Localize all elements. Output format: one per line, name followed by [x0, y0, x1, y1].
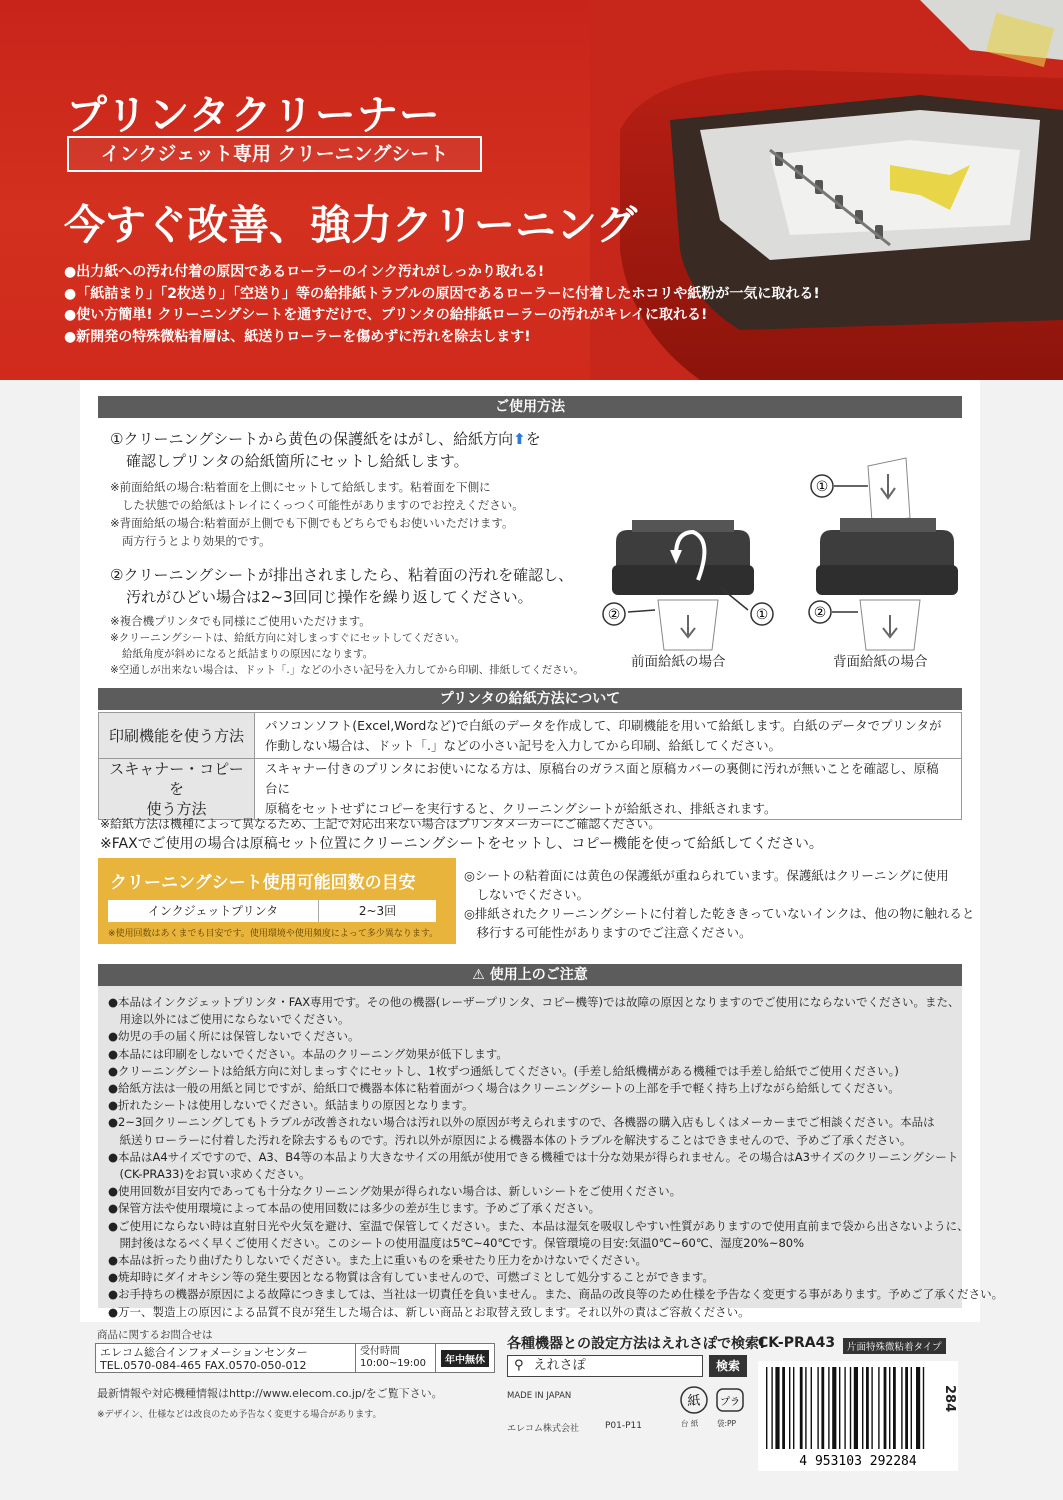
list-item: 紙送りローラーに付着した汚れを除去するものです。汚れ以外が原因による機器本体のトラブルを解決することはできませんので、予めご了承ください。 [108, 1132, 912, 1147]
barcode-digits: 4 953103 292284 [799, 1454, 917, 1469]
usage-heading: ご使用方法 [98, 396, 962, 418]
barcode-bar [782, 1367, 785, 1449]
diagram-label-1: ① [815, 479, 829, 495]
barcode-bar [789, 1367, 790, 1449]
barcode-bar [923, 1367, 924, 1449]
barcode-bar [916, 1367, 920, 1449]
caption-back-feed: 背面給紙の場合 [833, 654, 928, 670]
list-item: ●保管方法や使用環境によって本品の使用回数には多少の差が生じます。予めご了承ください。 [108, 1201, 601, 1216]
table-row [99, 713, 962, 759]
caution-section [98, 964, 1004, 1319]
barcode-bar [839, 1367, 840, 1449]
barcode-bar [771, 1367, 772, 1449]
product-banner [0, 0, 1063, 380]
feed-note: ※FAXでご使用の場合は原稿セット位置にクリーニングシートをセットし、コピー機能を使って給紙してください。 [100, 836, 823, 852]
table-value: パソコンソフト(Excel,Wordなど)で白紙のデータを作成して、印刷機能を用いて給紙します。白紙のデータでプリンタが 作動しない場合は、ドット「.」などの小さい記号を入力してから印刷、給紙してください。 [255, 713, 962, 759]
feed-notes [100, 814, 823, 854]
list-item: ●本品はA4サイズですので、A3、B4等の本品より大きなサイズの用紙が使用できる機種では十分な効果が得られません。その場合はA3サイズのクリーニングシート [108, 1149, 959, 1164]
latest-info: 最新情報や対応機種情報はhttp://www.elecom.co.jp/をご覧下さい。 [97, 1387, 443, 1400]
headline: 今すぐ改善、強力クリーニング [64, 201, 638, 249]
caution-heading: ⚠ 使用上のご注意 [98, 964, 962, 986]
list-item: ●使用回数が目安内であっても十分なクリーニング効果が得られない場合は、新しいシートをご使用ください。 [108, 1184, 682, 1199]
magnifier-icon: ⚲ [514, 1358, 524, 1373]
svg-text:紙: 紙 [687, 1394, 701, 1409]
usage-count-box [98, 858, 975, 944]
diagram-label-2: ② [607, 607, 621, 623]
package-footer [95, 1325, 975, 1500]
company-name: エレコム株式会社 [507, 1424, 580, 1434]
step-2: ②クリーニングシートが排出されましたら、粘着面の汚れを確認し、 [110, 566, 574, 584]
paper-recycle-note: 台 紙 [681, 1419, 699, 1428]
usage-note: ※背面給紙の場合:粘着面が上側でも下側でもどちらでもお使いいただけます。 [110, 516, 514, 530]
barcode-bar [828, 1367, 829, 1449]
list-item: ●本品はインクジェットプリンタ・FAX専用です。その他の機器(レーザープリンタ、コピー機等)では故障の原因となりますのでご使用にならないでください。また、 [108, 995, 960, 1009]
usage-count-title: クリーニングシート使用可能回数の目安 [110, 873, 416, 893]
usage-note-small: 給紙角度が斜めになると紙詰まりの原因になります。 [122, 648, 374, 660]
product-subtitle: インクジェット専用 クリーニングシート [67, 136, 482, 172]
contact-open [436, 1344, 494, 1372]
barcode-bar [911, 1367, 912, 1449]
svg-text:プラ: プラ [720, 1397, 740, 1408]
list-item: ●給紙方法は一般の用紙と同じですが、給紙口で機器本体に粘着面がつく場合はクリーニングシートの上部を手で軽く持ち上げながら給紙してください。 [108, 1081, 900, 1096]
caption-front-feed: 前面給紙の場合 [631, 654, 726, 670]
search-button[interactable]: 検索 [709, 1355, 747, 1377]
contact-center: エレコム総合インフォメーションセンター TEL.0570-084-465 FAX.0570-050-012 [96, 1344, 356, 1372]
barcode-bar [817, 1367, 818, 1449]
feature-item: ●使い方簡単! クリーニングシートを通すだけで、プリンタの給排紙ローラーの汚れがキレイに取れる! [64, 307, 708, 323]
contact-box [95, 1343, 495, 1373]
barcode-bar [871, 1367, 872, 1449]
barcode-bar [905, 1367, 908, 1449]
barcode [758, 1361, 958, 1471]
printer-type: インクジェットプリンタ [108, 900, 319, 922]
list-item: ●クリーニングシートは給紙方向に対しまっすぐにセットし、1枚ずつ通紙してください。(手差し給紙機構がある機種では手差し給紙でご使用ください。) [108, 1063, 899, 1078]
feed-method-table [98, 712, 962, 820]
barcode-bar [889, 1367, 890, 1449]
design-note: ※デザイン、仕様などは改良のため予告なく変更する場合があります。 [97, 1410, 382, 1420]
barcode-bar [766, 1367, 767, 1449]
product-title: プリンタクリーナー [66, 91, 441, 139]
list-item: ●本品は折ったり曲げたりしないでください。また上に重いものを乗せたり圧力をかけないでください。 [108, 1253, 648, 1268]
barcode-bar [850, 1367, 851, 1449]
model-number: CK-PRA43 [758, 1335, 836, 1351]
step-1-cont: 確認しプリンタの給紙箇所にセットし給紙します。 [126, 452, 469, 470]
vertical-code: 284 [942, 1385, 957, 1413]
barcode-bar [793, 1367, 794, 1449]
usage-note: 両方行うとより効果的です。 [122, 534, 271, 548]
list-item: ●2~3回クリーニングしてもトラブルが改善されない場合は汚れ以外の原因が考えられますので、各機器の購入店もしくはメーカーまでご相談ください。本品は [108, 1115, 935, 1130]
feature-item: ●新開発の特殊微粘着層は、紙送りローラーを傷めずに汚れを除去します! [64, 328, 531, 345]
feed-method-heading: プリンタの給紙方法について [98, 688, 962, 710]
list-item: ●焼却時にダイオキシン等の発生要因となる物質は含有していませんので、可燃ゴミとして処分することができます。 [108, 1270, 714, 1285]
usage-note-small: ※クリーニングシートは、給紙方向に対しまっすぐにセットしてください。 [110, 632, 466, 644]
lot-code: P01-P11 [605, 1421, 643, 1431]
table-key: 印刷機能を使う方法 [99, 713, 255, 759]
inquiry-label: 商品に関するお問合せは [97, 1329, 213, 1341]
list-item: ●お手持ちの機器が原因による故障につきましては、当社は一切責任を負いません。また、商品の改良等のため仕様を予告なく変更する事があります。予めご了承ください。 [108, 1287, 1004, 1302]
instructions-panel [80, 380, 1004, 1322]
barcode-bar [878, 1367, 879, 1449]
step-1: ①クリーニングシートから黄色の保護紙をはがし、給紙方向⬆を [110, 430, 541, 448]
list-item: ●万一、製造上の原因による品質不良が発生した場合は、新しい商品とお取替え致します。それ以外の責はご容赦ください。 [108, 1304, 750, 1319]
table-row [99, 759, 962, 820]
barcode-bar [832, 1367, 836, 1449]
warning-icon: ⚠ [472, 967, 485, 983]
search-input[interactable]: ⚲ えれさぽ [507, 1355, 703, 1377]
feed-diagrams [588, 440, 968, 680]
caution-list [108, 994, 1003, 1321]
contact-hours: 受付時間 10:00~19:00 [356, 1344, 436, 1372]
barcode-bar [844, 1367, 845, 1449]
list-item: 用途以外にはご使用にならないでください。 [108, 1012, 350, 1027]
table-key: スキャナー・コピーを 使う方法 [99, 759, 255, 820]
list-item: ●幼児の手の届く所には保管しないでください。 [108, 1029, 360, 1044]
step-2-cont: 汚れがひどい場合は2~3回同じ操作を繰り返してください。 [126, 588, 533, 606]
model-type: 片面特殊微粘着タイプ [843, 1338, 946, 1354]
barcode-bar [862, 1367, 863, 1449]
usage-count: 2~3回 [358, 904, 397, 918]
paper-recycle-icon [679, 1385, 709, 1415]
usage-note: した状態での給紙はトレイにくっつく可能性がありますのでお控えください。 [122, 498, 524, 512]
list-item: 開封後はなるべく早くご使用ください。このシートの使用温度は5℃~40℃です。保管環境の目安:気温0℃~60℃、湿度20%~80% [108, 1235, 805, 1250]
made-in: MADE IN JAPAN [507, 1391, 572, 1401]
barcode-bar [800, 1367, 803, 1449]
table-value: スキャナー付きのプリンタにお使いになる方は、原稿台のガラス面と原稿カバーの裏側に汚れが無いことを確認し、原稿台に 原稿をセットせずにコピーを実行すると、クリーニングシートが給紙され、排紙されます。 [255, 759, 962, 820]
usage-note: ※前面給紙の場合:粘着面を上側にセットして給紙します。粘着面を下側に [110, 480, 491, 494]
list-item: (CK-PRA33)をお買い求めください。 [108, 1167, 311, 1182]
search-prompt: 各種機器との設定方法はえれさぽで検索! [507, 1336, 766, 1352]
usage-steps [110, 428, 590, 678]
feature-item: ●出力紙への汚れ付着の原因であるローラーのインク汚れがしっかり取れる! [64, 264, 545, 280]
arrow-up-icon: ⬆ [513, 430, 526, 448]
front-feed-printer-icon [612, 520, 754, 650]
list-item: ●ご使用にならない時は直射日光や火気を避け、室温で保管してください。また、本品は湿気を吸収しやすい性質がありますので使用直前まで袋から出さないように、 [108, 1218, 969, 1233]
feature-item: ●「紙詰まり」「2枚送り」「空送り」等の給排紙トラブルの原因であるローラーに付着したホコリや紙粉が一気に取れる! [64, 285, 820, 302]
barcode-bar [884, 1367, 887, 1449]
barcode-bar [893, 1367, 896, 1449]
barcode-bar [866, 1367, 869, 1449]
usage-count-note: ※使用回数はあくまでも目安です。使用環境や使用頻度によって多少異なります。 [108, 929, 439, 939]
usage-note: ※複合機プリンタでも同様にご使用いただけます。 [110, 614, 371, 628]
barcode-bar [901, 1367, 902, 1449]
list-item: ●本品には印刷をしないでください。本品のクリーニング効果が低下します。 [108, 1046, 508, 1061]
feature-list [64, 262, 820, 348]
diagram-label-2: ② [813, 605, 827, 621]
sheet-notes: ◎シートの粘着面には黄色の保護紙が重ねられています。保護紙はクリーニングに使用 しないでください。 ◎排紙されたクリーニングシートに付着した乾ききっていないインクは、他の物に触れると 移行する可能性がありますのでご注意ください。 [456, 858, 962, 944]
barcode-bar [821, 1367, 824, 1449]
plastic-recycle-note: 袋:PP [717, 1419, 737, 1428]
diagram-label-1: ① [755, 607, 769, 623]
barcode-bar [854, 1367, 858, 1449]
feed-note: ※給紙方法は機種によって異なるため、上記で対応出来ない場合はプリンタメーカーにご確認ください。 [100, 817, 661, 831]
back-feed-printer-icon [813, 458, 958, 650]
usage-count-table [108, 900, 436, 922]
barcode-bar [775, 1367, 779, 1449]
barcode-bar [805, 1367, 806, 1449]
open-badge: 年中無休 [441, 1350, 489, 1367]
list-item: ●折れたシートは使用しないでください。紙詰まりの原因となります。 [108, 1098, 474, 1113]
barcode-bar [811, 1367, 812, 1449]
usage-note-small: ※空通しが出来ない場合は、ドット「.」などの小さい記号を入力してから印刷、排紙してください。 [110, 664, 584, 676]
plastic-recycle-icon [715, 1385, 745, 1415]
